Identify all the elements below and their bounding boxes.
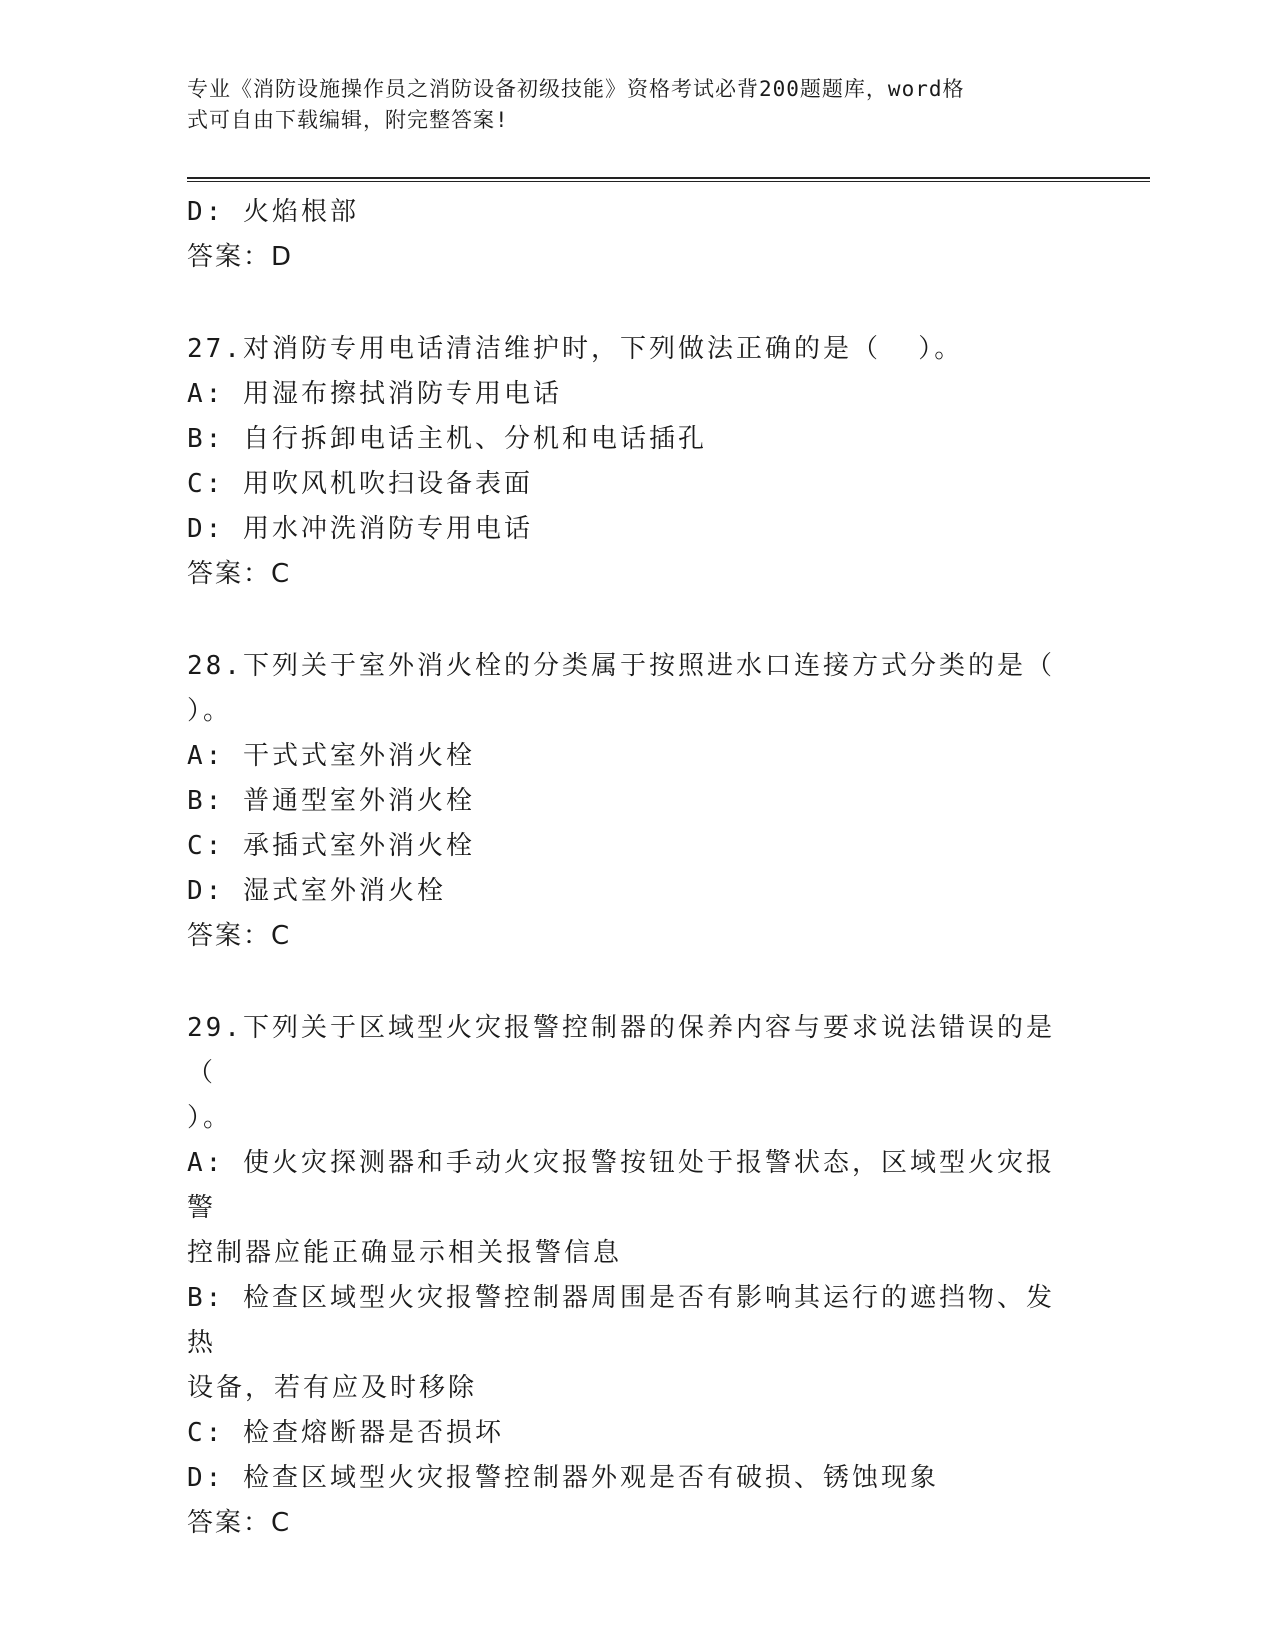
question-stem-continued: ）。 (187, 696, 233, 726)
question-stem-continued: ）。 (187, 1103, 233, 1133)
option-d: D: 用水冲洗消防专用电话 (187, 514, 533, 544)
previous-question-tail (187, 190, 1067, 280)
question-stem: 27.对消防专用电话清洁维护时，下列做法正确的是（ ）。 (187, 334, 964, 364)
answer-line: 答案：D (187, 242, 294, 272)
header-title-line-1: 专业《消防设施操作员之消防设备初级技能》资格考试必背200题题库，word格 (187, 77, 965, 101)
option-a: A: 用湿布擦拭消防专用电话 (187, 379, 562, 409)
option-b: B: 自行拆卸电话主机、分机和电话插孔 (187, 424, 707, 454)
option-d: D: 火焰根部 (187, 197, 359, 227)
header-title-line-2: 式可自由下载编辑，附完整答案! (187, 108, 509, 132)
option-a: A: 使火灾探测器和手动火灾报警按钮处于报警状态，区域型火灾报警 (187, 1148, 1055, 1223)
option-b: B: 普通型室外消火栓 (187, 786, 475, 816)
question-27 (187, 327, 1067, 597)
spacer (187, 280, 1067, 327)
question-28 (187, 644, 1067, 959)
header-divider-thin (187, 181, 1150, 182)
answer-line: 答案：C (187, 1508, 292, 1538)
option-d: D: 湿式室外消火栓 (187, 876, 446, 906)
header-divider-thick (187, 177, 1150, 179)
option-c: C: 检查熔断器是否损坏 (187, 1418, 504, 1448)
answer-line: 答案：C (187, 559, 292, 589)
question-29 (187, 1006, 1067, 1546)
spacer (187, 959, 1067, 1006)
question-stem: 28.下列关于室外消火栓的分类属于按照进水口连接方式分类的是（ (187, 651, 1055, 681)
option-a: A: 干式式室外消火栓 (187, 741, 475, 771)
question-content (187, 190, 1067, 1546)
option-b-continued: 设备，若有应及时移除 (187, 1373, 478, 1403)
answer-line: 答案：C (187, 921, 292, 951)
document-header (187, 74, 1067, 136)
option-c: C: 用吹风机吹扫设备表面 (187, 469, 533, 499)
option-b: B: 检查区域型火灾报警控制器周围是否有影响其运行的遮挡物、发热 (187, 1283, 1055, 1358)
option-a-continued: 控制器应能正确显示相关报警信息 (187, 1238, 623, 1268)
option-c: C: 承插式室外消火栓 (187, 831, 475, 861)
option-d: D: 检查区域型火灾报警控制器外观是否有破损、锈蚀现象 (187, 1463, 939, 1493)
question-stem: 29.下列关于区域型火灾报警控制器的保养内容与要求说法错误的是（ (187, 1013, 1055, 1088)
spacer (187, 597, 1067, 644)
